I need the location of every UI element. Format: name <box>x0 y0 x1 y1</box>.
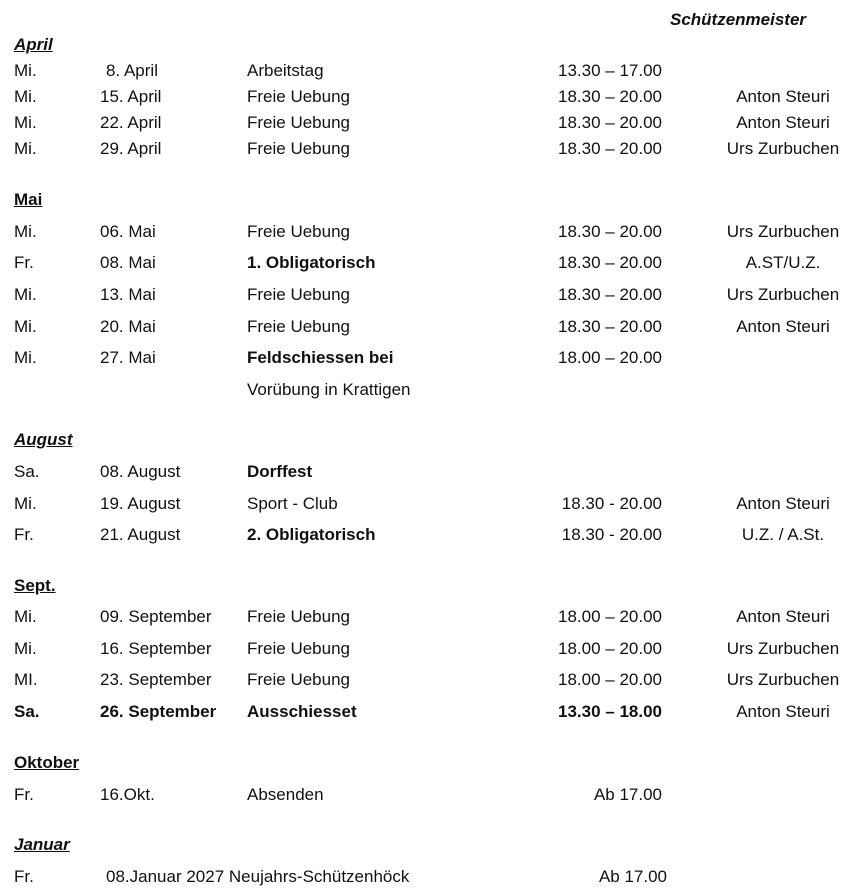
row-event: Freie Uebung <box>247 317 351 336</box>
row-day: Mi. <box>14 87 37 106</box>
section-title: Sept. <box>14 576 56 595</box>
row-day: Sa. <box>14 462 40 481</box>
row-day: Mi. <box>14 639 37 658</box>
row-time: 18.30 – 20.00 <box>558 87 662 106</box>
row-event: Freie Uebung <box>247 113 351 132</box>
row-day: Fr. <box>14 867 34 886</box>
section-title: Mai <box>14 190 43 209</box>
row-time: 18.30 – 20.00 <box>558 139 662 158</box>
row-time: Ab 17.00 <box>598 867 667 886</box>
row-date: 08.Januar 2027 Neujahrs-Schützenhöck <box>106 867 410 886</box>
row-date: 26. September <box>100 702 217 721</box>
row-date: 09. September <box>100 607 212 626</box>
row-time: 18.00 – 20.00 <box>558 348 662 367</box>
row-day: Fr. <box>14 525 34 544</box>
row-schuetzenmeister: Urs Zurbuchen <box>726 670 840 689</box>
row-date: 13. Mai <box>100 285 156 304</box>
row-event: Feldschiessen bei <box>247 348 394 367</box>
row-date: 20. Mai <box>100 317 156 336</box>
row-time: 13.30 – 17.00 <box>558 61 662 80</box>
row-day: Sa. <box>14 702 40 721</box>
row-day: Mi. <box>14 139 37 158</box>
row-time: 18.30 - 20.00 <box>561 494 662 513</box>
row-date: 23. September <box>100 670 212 689</box>
row-schuetzenmeister: Anton Steuri <box>736 87 830 106</box>
row-time: Ab 17.00 <box>593 785 662 804</box>
row-date: 08. August <box>100 462 181 481</box>
row-schuetzenmeister: Anton Steuri <box>736 113 830 132</box>
row-schuetzenmeister: Anton Steuri <box>736 494 830 513</box>
section-title: April <box>14 35 53 54</box>
page-header: Schützenmeister <box>670 10 807 29</box>
row-day: Fr. <box>14 253 34 272</box>
row-schuetzenmeister: Urs Zurbuchen <box>726 285 840 304</box>
row-event: 1. Obligatorisch <box>247 253 376 272</box>
row-time: 18.30 – 20.00 <box>558 253 662 272</box>
row-day: Mi. <box>14 113 37 132</box>
row-schuetzenmeister: Urs Zurbuchen <box>726 222 840 241</box>
row-date: 8. April <box>106 61 158 80</box>
row-day: Mi. <box>14 317 37 336</box>
row-day: Mi. <box>14 348 37 367</box>
section-title: Januar <box>14 835 70 854</box>
row-time: 18.00 – 20.00 <box>558 670 662 689</box>
row-event: Freie Uebung <box>247 139 351 158</box>
row-date: 27. Mai <box>100 348 156 367</box>
row-event: Freie Uebung <box>247 639 351 658</box>
row-time: 18.00 – 20.00 <box>558 607 662 626</box>
section-title: Oktober <box>14 753 80 772</box>
row-day: Mi. <box>14 61 37 80</box>
section-title: August <box>14 430 73 449</box>
row-day: Fr. <box>14 785 34 804</box>
row-event: Absenden <box>247 785 324 804</box>
row-event: Freie Uebung <box>247 285 351 304</box>
row-schuetzenmeister: Urs Zurbuchen <box>726 639 840 658</box>
row-schuetzenmeister: Anton Steuri <box>736 702 830 721</box>
row-date: 16.Okt. <box>100 785 155 804</box>
row-event: Freie Uebung <box>247 670 351 689</box>
row-event: Freie Uebung <box>247 222 351 241</box>
row-date: 21. August <box>100 525 181 544</box>
row-time: 18.30 – 20.00 <box>558 285 662 304</box>
row-time: 18.30 - 20.00 <box>561 525 662 544</box>
row-date: 08. Mai <box>100 253 156 272</box>
row-day: Mi. <box>14 285 37 304</box>
row-time: 18.30 – 20.00 <box>558 317 662 336</box>
row-date: 15. April <box>100 87 162 106</box>
row-date: 19. August <box>100 494 181 513</box>
row-event: 2. Obligatorisch <box>247 525 376 544</box>
row-schuetzenmeister: U.Z. / A.St. <box>741 525 825 544</box>
row-schuetzenmeister: A.ST/U.Z. <box>745 253 821 272</box>
row-time: 18.30 – 20.00 <box>558 222 662 241</box>
row-event: Freie Uebung <box>247 87 351 106</box>
row-schuetzenmeister: Anton Steuri <box>736 607 830 626</box>
row-event: Arbeitstag <box>247 61 324 80</box>
row-date: 06. Mai <box>100 222 156 241</box>
row-time: 18.30 – 20.00 <box>558 113 662 132</box>
row-day: Mi. <box>14 494 37 513</box>
row-day: Mi. <box>14 222 37 241</box>
row-day: Mi. <box>14 607 37 626</box>
row-time: 18.00 – 20.00 <box>558 639 662 658</box>
row-event: Ausschiesset <box>247 702 357 721</box>
row-event: Sport - Club <box>247 494 338 513</box>
row-date: 29. April <box>100 139 162 158</box>
row-event: Dorffest <box>247 462 313 481</box>
row-time: 13.30 – 18.00 <box>558 702 662 721</box>
row-day: MI. <box>14 670 38 689</box>
row-schuetzenmeister: Urs Zurbuchen <box>726 139 840 158</box>
row-event: Vorübung in Krattigen <box>247 380 411 399</box>
row-date: 22. April <box>100 113 162 132</box>
row-schuetzenmeister: Anton Steuri <box>736 317 830 336</box>
row-event: Freie Uebung <box>247 607 351 626</box>
row-date: 16. September <box>100 639 212 658</box>
